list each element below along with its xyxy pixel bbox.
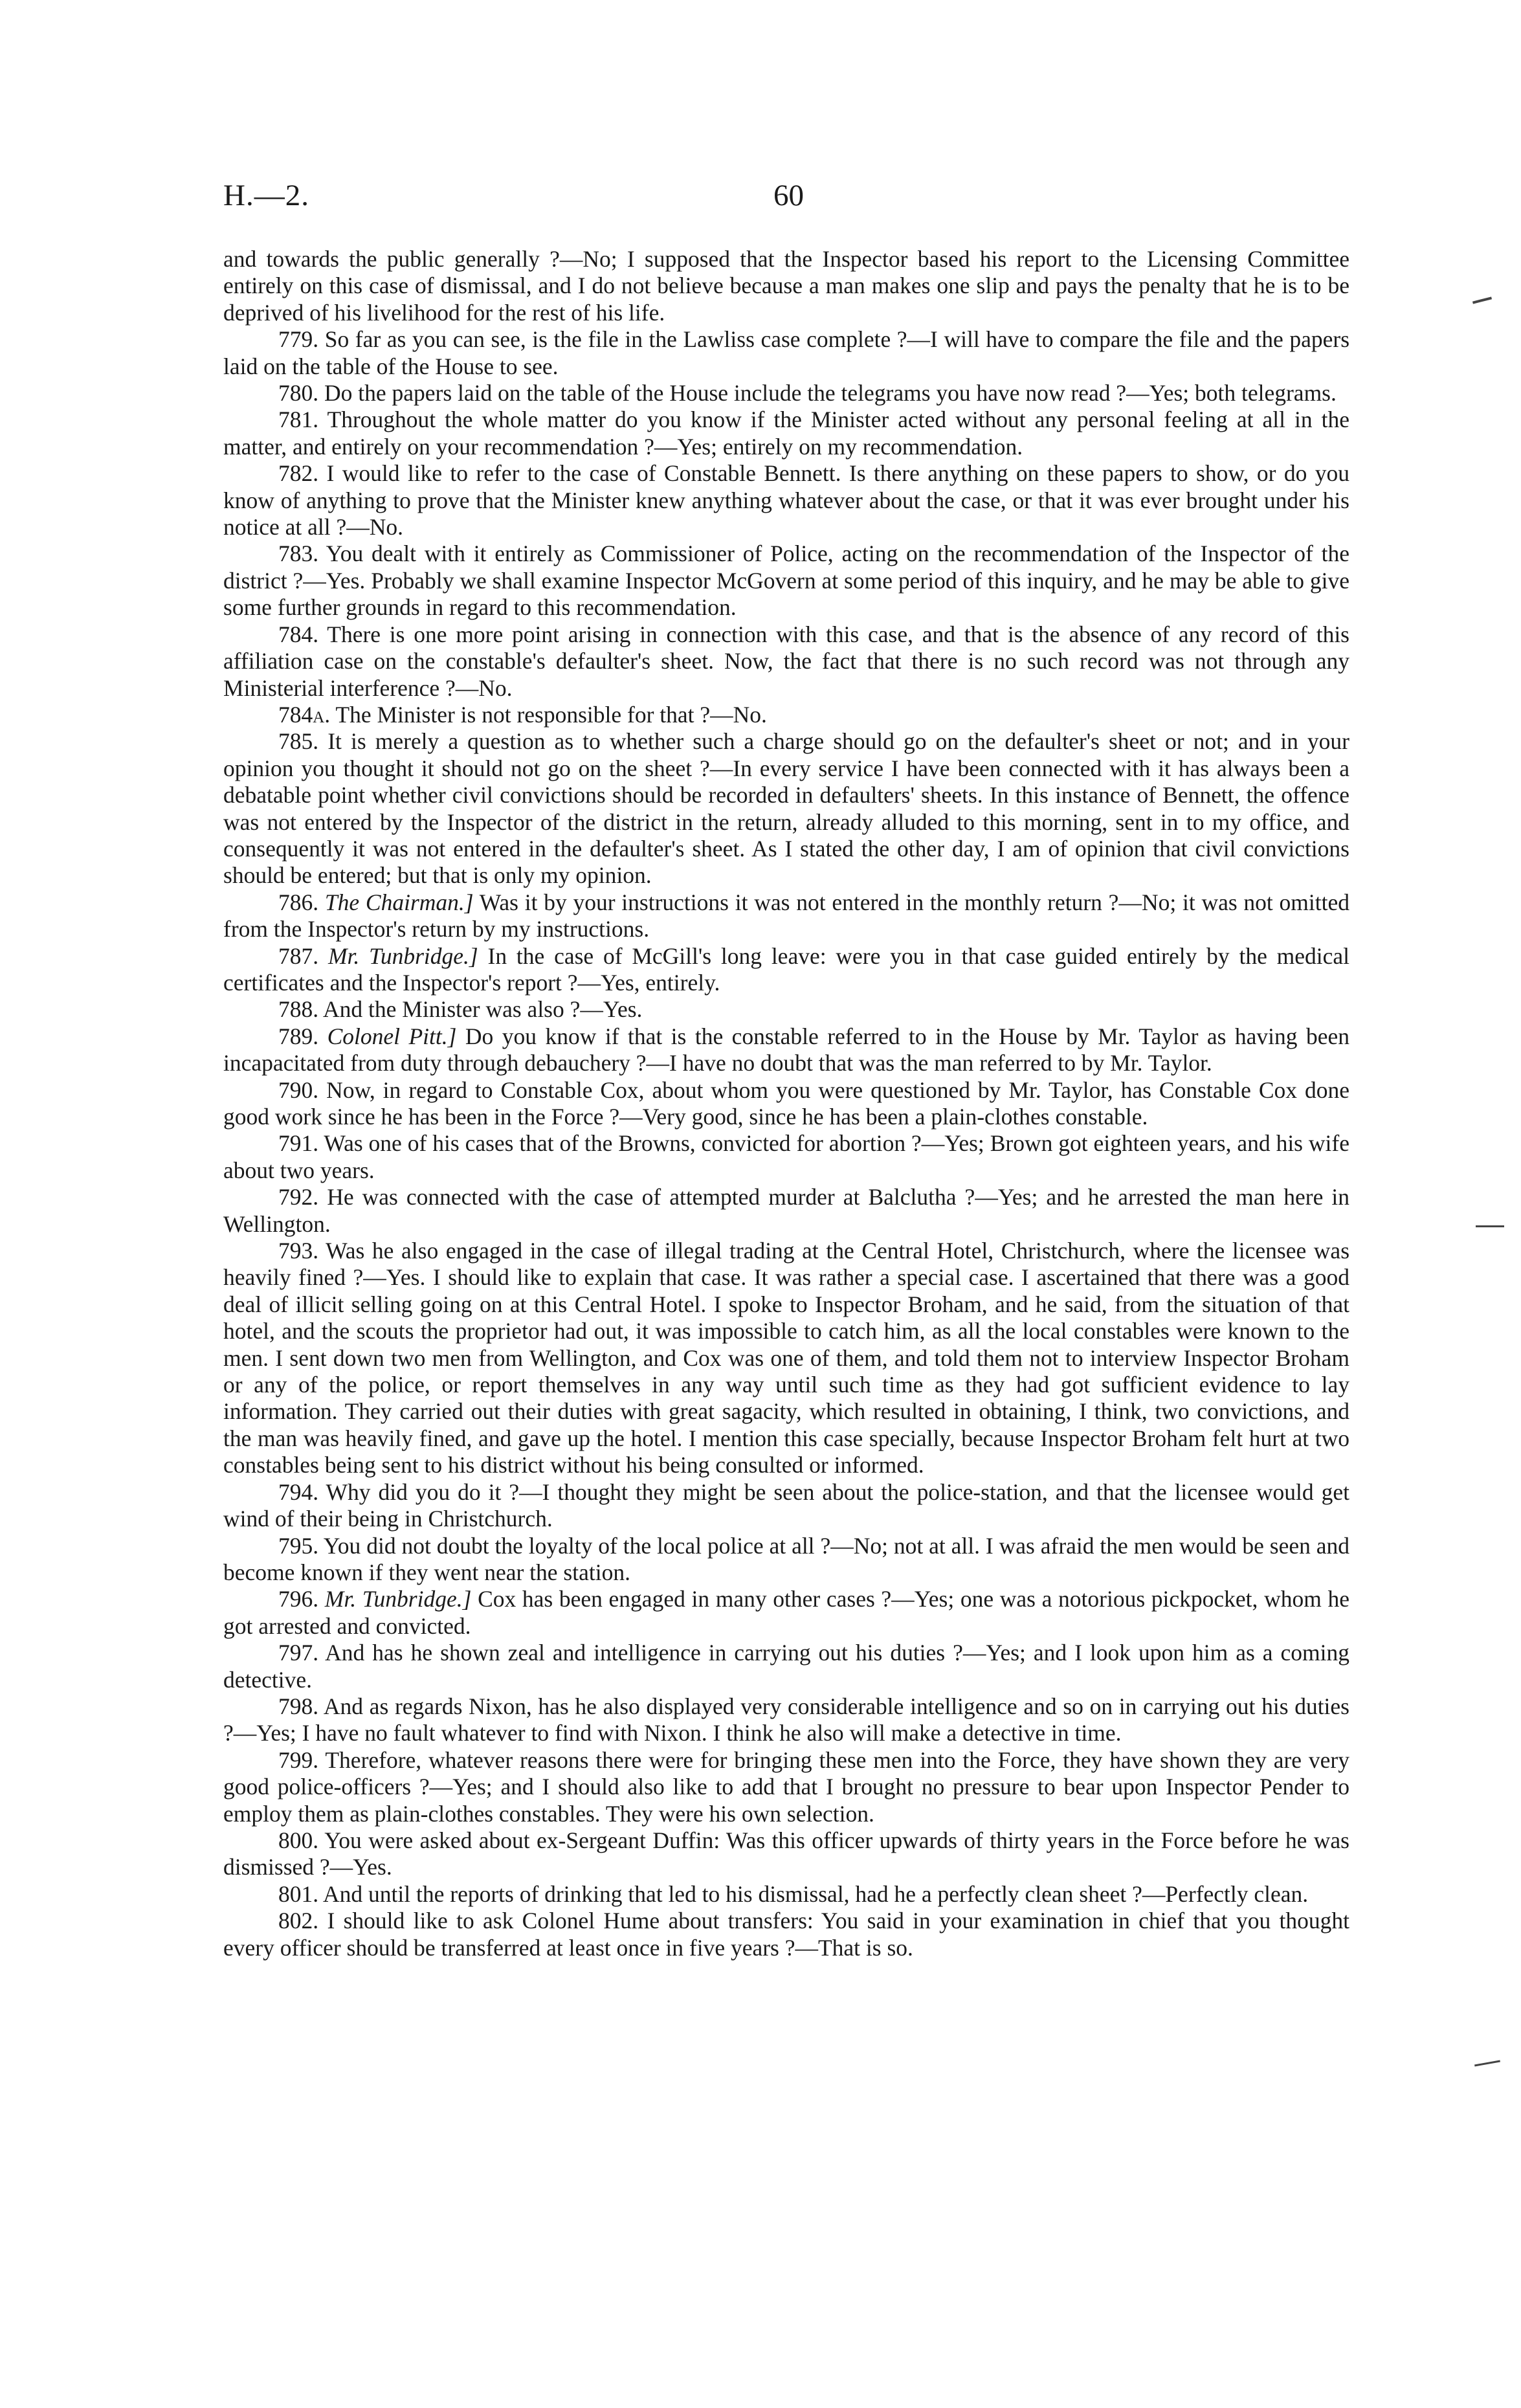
paragraph-text: In the case of McGill's long leave: were you in that case guided entirely by the medical certificates and the Inspector's report ?—Yes, entirely. [223, 942, 1350, 996]
paragraph [223, 1533, 1349, 1587]
question-number: 784a. [278, 701, 331, 728]
speaker: Colonel Pitt.] [327, 1023, 457, 1049]
question-number: 802. [278, 1908, 319, 1934]
question-number: 791. [278, 1130, 319, 1157]
paragraph-text: I should like to ask Colonel Hume about transfers: You said in your examination in chief that you thought every officer should be transferred at least once in five years ?—That is so. [223, 1908, 1350, 1961]
paragraph-text: and towards the public generally ?—No; I supposed that the Inspector based his report to the Licensing Committee entirely on this case of dismissal, and I do not believe because a man makes one slip and pays the penalty that he is to be deprived of his livelihood for the rest of his life. [223, 246, 1349, 326]
paragraph-text: The Minister is not responsible for that ?—No. [335, 701, 767, 728]
document-reference: H.—2. [223, 179, 309, 212]
question-number: 779. [278, 326, 319, 353]
paragraph-text: Was he also engaged in the case of illegal trading at the Central Hotel, Christchurch, where the licensee was heavily fined ?—Yes. I should like to explain that case. It was rather a special case. I ascertained that there was a good deal of illicit selling going on at this Central Hotel. I spoke to Inspector Broham, and he said, from the situation of that hotel, and the scouts the proprietor had out, it was impossible to catch him, as all the local constables were known to the men. I sent down two men from Wellington, and Cox was one of them, and told them not to interview Inspector Broham or any of the police, or report themselves in any way until such time as they had got sufficient evidence to lay information. They carried out their duties with great sagacity, which resulted in obtaining, I think, two convictions, and the man was heavily fined, and gave up the hotel. I mention this case specially, because Inspector Broham felt hurt at two constables being sent to his district without his being consulted or informed. [223, 1238, 1350, 1478]
paragraph [223, 889, 1349, 943]
paragraph-text: You did not doubt the loyalty of the local police at all ?—No; not at all. I was afraid the men would be seen and become known if they went near the station. [223, 1532, 1350, 1585]
paragraph-text: He was connected with the case of attempted murder at Balclutha ?—Yes; and he arrested the man here in Wellington. [223, 1184, 1350, 1237]
question-number: 794. [278, 1478, 319, 1505]
paragraph-text: And has he shown zeal and intelligence in carrying out his duties ?—Yes; and I look upon him as a coming detective. [223, 1640, 1349, 1693]
page-number: 60 [773, 179, 804, 212]
margin-mark [1472, 296, 1492, 304]
paragraph-text: Throughout the whole matter do you know if the Minister acted without any personal feeling at all in the matter, and entirely on your recommendation ?—Yes; entirely on my recommendation. [223, 407, 1349, 460]
question-number: 782. [278, 460, 319, 487]
paragraph-text: You dealt with it entirely as Commissioner of Police, acting on the recommendation of the Inspector of the district ?—Yes. Probably we shall examine Inspector McGovern at some period of this inquiry, and he may be able to give some further grounds in regard to this recommendation. [223, 541, 1349, 621]
margin-mark [1474, 2060, 1500, 2067]
paragraph-text: So far as you can see, is the file in the Lawliss case complete ?—I will have to compare the file and the papers laid on the table of the House to see. [223, 326, 1350, 379]
paragraph-text: Do the papers laid on the table of the House include the telegrams you have now read ?—Yes; both telegrams. [324, 380, 1337, 407]
question-number: 789. [278, 1023, 319, 1049]
paragraph-text: I would like to refer to the case of Constable Bennett. Is there anything on these papers to show, or do you know of anything to prove that the Minister knew anything whatever about the case, or that it was ever brought under his notice at all ?—No. [223, 460, 1349, 541]
paragraph [223, 728, 1349, 889]
paragraph [223, 1827, 1349, 1881]
paragraph [223, 621, 1349, 702]
speaker: Mr. Tunbridge.] [324, 1586, 472, 1612]
margin-mark [1476, 1225, 1504, 1227]
paragraph [223, 943, 1349, 997]
paragraph [223, 1640, 1349, 1693]
paragraph-text: It is merely a question as to whether such a charge should go on the defaulter's sheet or not; and in your opinion you thought it should not go on the sheet ?—In every service I have been connected with it has always been a debatable point whether civil convictions should be recorded in defaulters' sheets. In this instance of Bennett, the offence was not entered by the Inspector of the district in the return, already alluded to this morning, sent in to my office, and consequently it was not entered in the defaulter's sheet. As I stated the other day, I am of opinion that civil convictions should be entered; but that is only my opinion. [223, 728, 1350, 889]
paragraph-text: Was it by your instructions it was not entered in the monthly return ?—No; it was not omitted from the Inspector's return by my instructions. [223, 889, 1350, 942]
question-number: 793. [278, 1238, 319, 1264]
paragraph-text: Was one of his cases that of the Browns, convicted for abortion ?—Yes; Brown got eighteen years, and his wife about two years. [223, 1130, 1349, 1183]
paragraph-text: Do you know if that is the constable referred to in the House by Mr. Taylor as having been incapacitated from duty through debauchery ?—I have no doubt that was the man referred to by Mr. Taylor. [223, 1023, 1349, 1076]
paragraph [223, 1184, 1349, 1238]
paragraph [223, 1881, 1349, 1908]
question-number: 797. [278, 1640, 319, 1666]
question-number: 792. [278, 1184, 319, 1210]
speaker: Mr. Tunbridge.] [328, 942, 478, 969]
paragraph [223, 326, 1349, 380]
question-number: 788. [278, 996, 319, 1023]
paragraph [223, 407, 1349, 460]
paragraph [223, 460, 1349, 541]
paragraph-text: There is one more point arising in connection with this case, and that is the absence of any record of this affiliation case on the constable's defaulter's sheet. Now, the fact that there is no such record was not through any Ministerial interference ?—No. [223, 621, 1349, 701]
page-header [223, 178, 1349, 230]
question-number: 801. [278, 1880, 319, 1907]
question-number: 785. [278, 728, 319, 755]
question-number: 800. [278, 1827, 319, 1853]
speaker: The Chairman.] [324, 889, 474, 915]
paragraph-text: Now, in regard to Constable Cox, about whom you were questioned by Mr. Taylor, has Constable Cox done good work since he has been in the Force ?—Very good, since he has been a plain-clothes constable. [223, 1076, 1350, 1130]
paragraph [223, 1586, 1349, 1640]
paragraph [223, 1747, 1349, 1827]
question-number: 784. [278, 621, 319, 647]
question-number: 798. [278, 1693, 319, 1719]
paragraph-text: Therefore, whatever reasons there were for bringing these men into the Force, they have shown they are very good police-officers ?—Yes; and I should also like to add that I brought no pressure to bear upon Inspector Pender to employ them as plain-clothes constables. They were his own selection. [223, 1746, 1350, 1827]
paragraph [223, 1077, 1349, 1131]
question-number: 799. [278, 1746, 319, 1773]
question-number: 786. [278, 889, 319, 915]
question-number: 795. [278, 1532, 319, 1559]
question-number: 780. [278, 380, 319, 407]
paragraph-text: And as regards Nixon, has he also displayed very considerable intelligence and so on in carrying out his duties ?—Yes; I have no fault whatever to find with Nixon. I think he also will make a detective in time. [223, 1693, 1349, 1746]
question-number: 781. [278, 407, 319, 433]
paragraph [223, 246, 1349, 326]
question-number: 790. [278, 1076, 319, 1103]
paragraph [223, 1693, 1349, 1747]
page-body [223, 246, 1349, 1961]
paragraph-text: And until the reports of drinking that led to his dismissal, had he a perfectly clean sheet ?—Perfectly clean. [323, 1880, 1309, 1907]
paragraph [223, 702, 1349, 728]
paragraph [223, 996, 1349, 1023]
paragraph-text: And the Minister was also ?—Yes. [323, 996, 643, 1023]
question-number: 796. [278, 1586, 319, 1612]
paragraph [223, 1023, 1349, 1077]
paragraph [223, 380, 1349, 407]
question-number: 787. [278, 942, 319, 969]
paragraph-text: Cox has been engaged in many other cases ?—Yes; one was a notorious pickpocket, whom he got arrested and convicted. [223, 1586, 1349, 1639]
paragraph-text: Why did you do it ?—I thought they might be seen about the police-station, and that the licensee would get wind of their being in Christchurch. [223, 1478, 1350, 1532]
paragraph [223, 1908, 1349, 1961]
paragraph-text: You were asked about ex-Sergeant Duffin: Was this officer upwards of thirty years in the Force before he was dismissed ?—Yes. [223, 1827, 1349, 1880]
paragraph [223, 1130, 1349, 1184]
paragraph [223, 1238, 1349, 1479]
question-number: 783. [278, 541, 319, 567]
paragraph [223, 541, 1349, 621]
paragraph [223, 1479, 1349, 1533]
